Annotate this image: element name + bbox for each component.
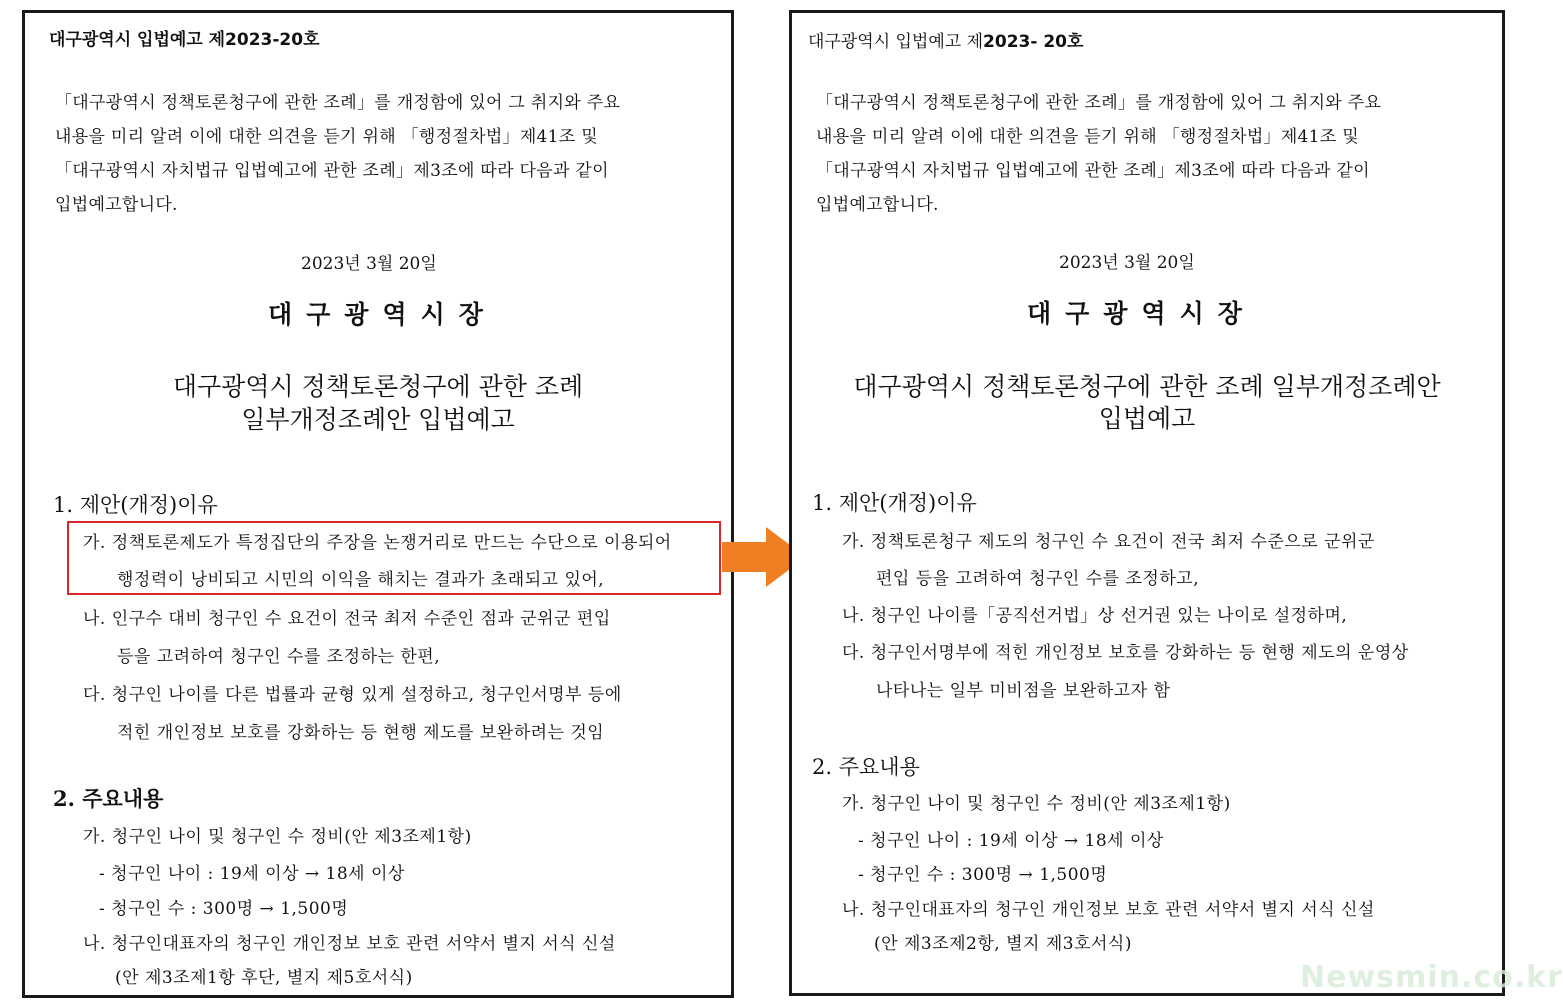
document-title: 대구광역시 정책토론청구에 관한 조례 (172, 372, 584, 401)
sub-item: - 청구인 수 : 300명 → 1,500명 (99, 899, 349, 919)
list-item-continuation: (안 제3조제2항, 별지 제3호서식) (874, 934, 1132, 954)
document-title: 대구광역시 정책토론청구에 관한 조례 일부개정조례안 (853, 372, 1441, 401)
list-item: 나. 인구수 대비 청구인 수 요건이 전국 최저 수준인 점과 군위군 편입 (83, 609, 611, 629)
section-heading: 2. 주요내용 (53, 786, 164, 811)
notice-date: 2023년 3월 20일 (301, 254, 437, 274)
intro-line: 「대구광역시 자치법규 입법예고에 관한 조례」제3조에 따라 다음과 같이 (816, 161, 1370, 181)
list-item: 가. 정책토론제도가 특정집단의 주장을 논쟁거리로 만드는 수단으로 이용되어 (83, 533, 672, 553)
intro-line: 「대구광역시 자치법규 입법예고에 관한 조례」제3조에 따라 다음과 같이 (55, 161, 609, 181)
intro-line: 내용을 미리 알려 이에 대한 의견을 듣기 위해 「행정절차법」제41조 및 (816, 127, 1359, 147)
issuer-name: 대구광역시장 (1027, 299, 1256, 328)
notice-number-prefix: 대구광역시 입법예고 제 (808, 32, 984, 52)
intro-line: 「대구광역시 정책토론청구에 관한 조례」를 개정함에 있어 그 취지와 주요 (55, 93, 621, 113)
document-after (789, 10, 1505, 996)
list-item: 가. 청구인 나이 및 청구인 수 정비(안 제3조제1항) (83, 827, 472, 847)
list-item-continuation: 편입 등을 고려하여 청구인 수를 조정하고, (876, 569, 1200, 589)
issuer-name: 대구광역시장 (268, 300, 497, 329)
notice-number: 대구광역시 입법예고 제2023-20호 (49, 30, 320, 50)
intro-line: 입법예고합니다. (55, 195, 178, 215)
list-item: 나. 청구인대표자의 청구인 개인정보 보호 관련 서약서 별지 서식 신설 (842, 900, 1375, 920)
list-item-continuation: 행정력이 낭비되고 시민의 이익을 해치는 결과가 초래되고 있어, (117, 570, 605, 590)
list-item-continuation: 적힌 개인정보 보호를 강화하는 등 현행 제도를 보완하려는 것임 (117, 723, 605, 743)
document-title: 일부개정조례안 입법예고 (241, 405, 515, 434)
list-item: 다. 청구인서명부에 적힌 개인정보 보호를 강화하는 등 현행 제도의 운영상 (842, 643, 1409, 663)
list-item: 가. 정책토론청구 제도의 청구인 수 요건이 전국 최저 수준으로 군위군 (842, 532, 1375, 552)
section-heading: 2. 주요내용 (812, 755, 920, 779)
sub-item: - 청구인 수 : 300명 → 1,500명 (858, 865, 1108, 885)
intro-line: 「대구광역시 정책토론청구에 관한 조례」를 개정함에 있어 그 취지와 주요 (816, 93, 1382, 113)
notice-date: 2023년 3월 20일 (1059, 253, 1195, 273)
section-heading: 1. 제안(개정)이유 (53, 493, 218, 517)
list-item-continuation: (안 제3조제1항 후단, 별지 제5호서식) (115, 968, 413, 988)
watermark: Newsmin.co.kr (1300, 960, 1563, 995)
notice-number-value: 2023- 20호 (983, 32, 1084, 52)
notice-number (808, 27, 1083, 52)
section-heading: 1. 제안(개정)이유 (812, 491, 977, 515)
intro-line: 입법예고합니다. (816, 195, 939, 215)
sub-item: - 청구인 나이 : 19세 이상 → 18세 이상 (99, 864, 405, 884)
document-title: 입법예고 (1098, 404, 1196, 433)
list-item: 나. 청구인 나이를「공직선거법」상 선거권 있는 나이로 설정하며, (842, 606, 1348, 626)
sub-item: - 청구인 나이 : 19세 이상 → 18세 이상 (858, 831, 1164, 851)
list-item: 나. 청구인대표자의 청구인 개인정보 보호 관련 서약서 별지 서식 신설 (83, 934, 616, 954)
list-item-continuation: 등을 고려하여 청구인 수를 조정하는 한편, (117, 647, 441, 667)
list-item: 가. 청구인 나이 및 청구인 수 정비(안 제3조제1항) (842, 794, 1231, 814)
list-item: 다. 청구인 나이를 다른 법률과 균형 있게 설정하고, 청구인서명부 등에 (83, 685, 622, 705)
document-before (22, 10, 734, 998)
intro-line: 내용을 미리 알려 이에 대한 의견을 듣기 위해 「행정절차법」제41조 및 (55, 127, 598, 147)
list-item-continuation: 나타나는 일부 미비점을 보완하고자 함 (876, 681, 1171, 701)
